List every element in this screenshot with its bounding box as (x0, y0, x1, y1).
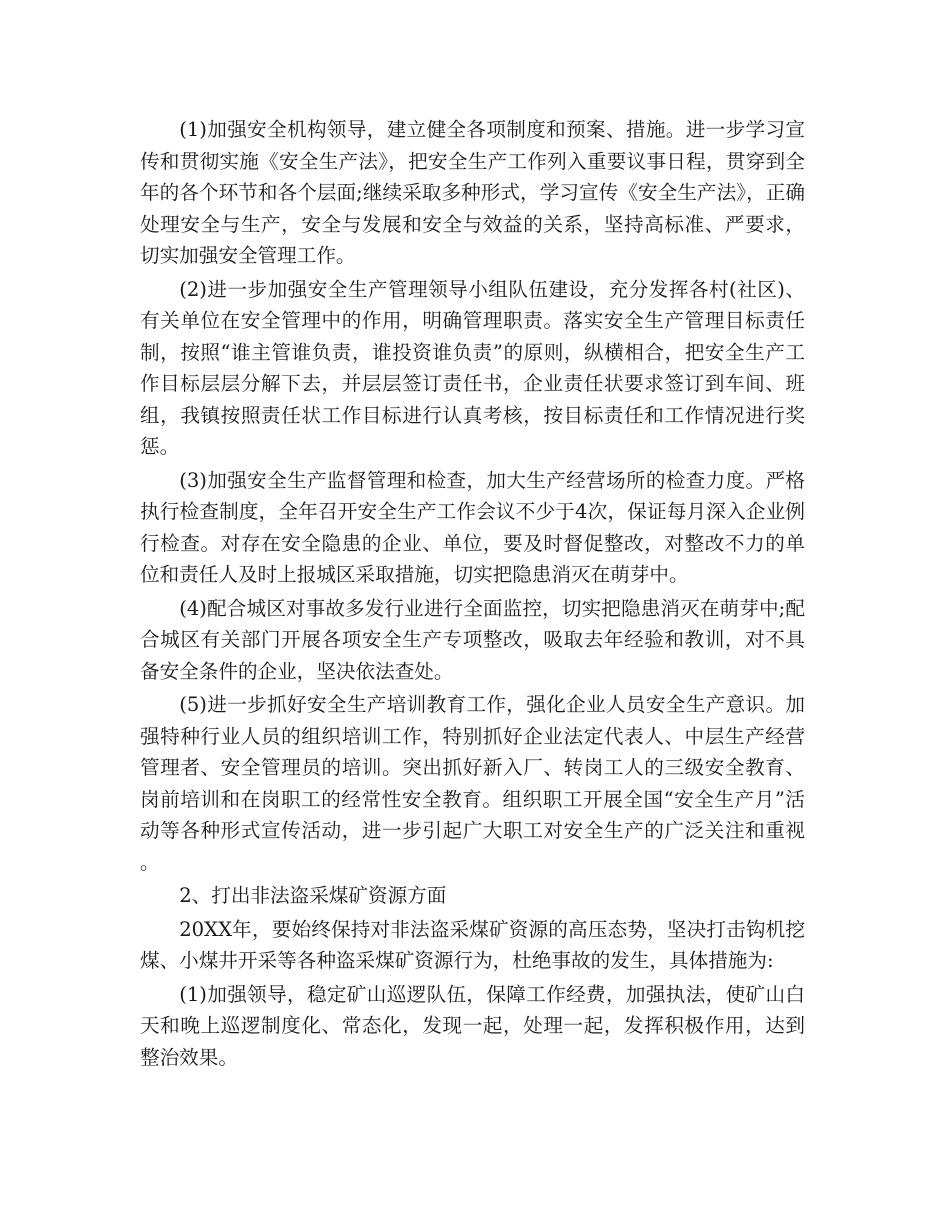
paragraph-item-2: (2)进一步加强安全生产管理领导小组队伍建设，充分发挥各村(社区)、有关单位在安全管理中的作用，明确管理职责。落实安全生产管理目标责任制，按照“谁主管谁负责，谁投资谁负责”的原则，纵横相合，把安全生产工作目标层层分解下去，并层层签订责任书，企业责任状要求签订到车间、班组，我镇按照责任状工作目标进行认真考核，按目标责任和工作情况进行奖惩。 (140, 277, 805, 458)
paragraph-item-4: (4)配合城区对事故多发行业进行全面监控，切实把隐患消灭在萌芽中;配合城区有关部门开展各项安全生产专项整改，吸取去年经验和教训，对不具备安全条件的企业，坚决依法查处。 (140, 596, 805, 683)
paragraph-item-1: (1)加强安全机构领导，建立健全各项制度和预案、措施。进一步学习宣传和贯彻实施《安全生产法》，把安全生产工作列入重要议事日程，贯穿到全年的各个环节和各个层面;继续采取多种形式，学习宣传《安全生产法》，正确处理安全与生产，安全与发展和安全与效益的关系，坚持高标准、严要求，切实加强安全管理工作。 (140, 118, 805, 267)
paragraph-item-5: (5)进一步抓好安全生产培训教育工作，强化企业人员安全生产意识。加强特种行业人员的组织培训工作，特别抓好企业法定代表人、中层生产经营管理者、安全管理员的培训。突出抓好新入厂、转岗工人的三级安全教育、岗前培训和在岗职工的经常性安全教育。组织职工开展全国“安全生产月”活动等各种形式宣传活动，进一步引起广大职工对安全生产的广泛关注和重视。 (140, 693, 805, 874)
section-heading: 2、打出非法盗采煤矿资源方面 (179, 884, 447, 907)
paragraph-item-6: (1)加强领导，稳定矿山巡逻队伍，保障工作经费，加强执法，使矿山白天和晚上巡逻制度化、常态化，发现一起，处理一起，发挥积极作用，达到整治效果。 (140, 982, 805, 1069)
document-body (140, 114, 805, 1075)
paragraph-item-intro: 20XX年，要始终保持对非法盗采煤矿资源的高压态势，坚决打击钩机挖煤、小煤井开采等各种盗采煤矿资源行为，杜绝事故的发生，具体措施为: (140, 917, 805, 972)
paragraph-item-3: (3)加强安全生产监督管理和检查，加大生产经营场所的检查力度。严格执行检查制度，全年召开安全生产工作会议不少于4次，保证每月深入企业例行检查。对存在安全隐患的企业、单位，要及时督促整改，对整改不力的单位和责任人及时上报城区采取措施，切实把隐患消灭在萌芽中。 (140, 468, 805, 586)
